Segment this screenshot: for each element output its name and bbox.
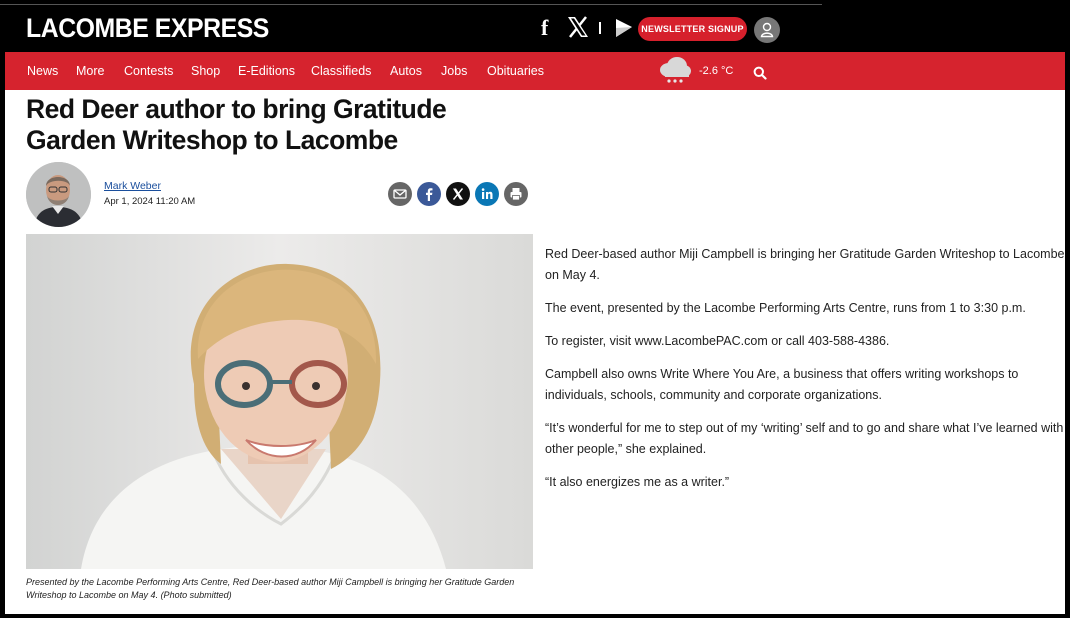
x-icon[interactable]	[566, 16, 590, 44]
article-paragraph: “It also energizes me as a writer.”	[545, 475, 730, 489]
article-photo[interactable]	[26, 234, 533, 569]
article-body	[545, 244, 1065, 505]
user-icon	[754, 17, 780, 43]
main-nav	[5, 52, 1065, 90]
print-icon[interactable]	[504, 182, 528, 206]
article-paragraph: Red Deer-based author Miji Campbell is bringing her Gratitude Garden Writeshop to Lacombe on May 4.	[545, 247, 1065, 282]
divider-bar	[599, 22, 601, 34]
article-headline: Red Deer author to bring Gratitude Garden Writeshop to Lacombe	[26, 94, 447, 155]
article-paragraph: The event, presented by the Lacombe Performing Arts Centre, runs from 1 to 3:30 p.m.	[545, 301, 1026, 315]
author-link[interactable]: Mark Weber	[104, 180, 161, 192]
x-share-icon[interactable]	[446, 182, 470, 206]
facebook-icon[interactable]	[417, 182, 441, 206]
flipboard-icon[interactable]	[614, 18, 634, 43]
header-rule	[0, 4, 822, 5]
weather-temperature[interactable]: -2.6 °C	[699, 65, 734, 77]
nav-item-more[interactable]: More	[76, 64, 105, 78]
article-paragraph: To register, visit www.LacombePAC.com or call 403-588-4386.	[545, 334, 890, 348]
account-button[interactable]	[754, 17, 780, 43]
nav-item-shop[interactable]: Shop	[191, 64, 221, 78]
publish-date: Apr 1, 2024 11:20 AM	[104, 196, 196, 207]
nav-item-e-editions[interactable]: E-Editions	[238, 64, 295, 78]
article-paragraph: Campbell also owns Write Where You Are, a business that offers writing workshops to individuals, schools, community and corporate organizations.	[545, 367, 1019, 402]
site-logo[interactable]: LACOMBE EXPRESS	[26, 13, 269, 43]
author-avatar[interactable]	[26, 162, 91, 227]
linkedin-icon[interactable]	[475, 182, 499, 206]
nav-item-jobs[interactable]: Jobs	[441, 64, 468, 78]
photo-caption: Presented by the Lacombe Performing Arts Centre, Red Deer-based author Miji Campbell is bringing her Gratitude Garden Writeshop to Lacombe on May 4. (Photo submitted)	[26, 577, 515, 600]
nav-item-autos[interactable]: Autos	[390, 64, 422, 78]
nav-item-classifieds[interactable]: Classifieds	[311, 64, 372, 78]
nav-item-contests[interactable]: Contests	[124, 64, 174, 78]
search-icon[interactable]	[753, 66, 767, 85]
nav-item-obituaries[interactable]: Obituaries	[487, 64, 544, 78]
facebook-icon[interactable]: f	[541, 15, 549, 40]
site-header	[0, 0, 1070, 52]
nav-item-news[interactable]: News	[27, 64, 59, 78]
article-paragraph: “It’s wonderful for me to step out of my ‘writing’ self and to go and share what I’ve learned with other people,” she explained.	[545, 421, 1064, 456]
email-icon[interactable]	[388, 182, 412, 206]
newsletter-signup-button[interactable]: NEWSLETTER SIGNUP	[638, 17, 747, 41]
snow-cloud-icon	[657, 55, 693, 90]
article	[5, 90, 1065, 614]
